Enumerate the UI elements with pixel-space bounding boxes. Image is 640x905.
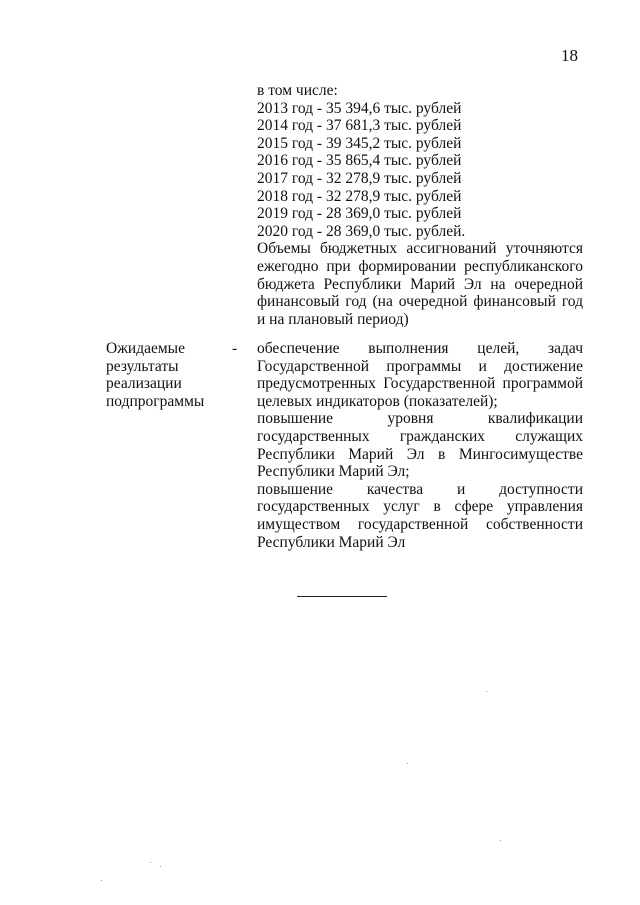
scan-speck (160, 866, 161, 867)
label-dash: - (232, 340, 238, 357)
funding-year-2018: 2018 год - 32 278,9 тыс. рублей (257, 187, 462, 205)
results-label-line: реализации (106, 375, 182, 393)
funding-intro: в том числе: (257, 82, 338, 99)
results-label (106, 340, 216, 410)
results-list (257, 340, 583, 551)
funding-year-2017: 2017 год - 32 278,9 тыс. рублей (257, 169, 462, 187)
results-label-line: Ожидаемые (106, 340, 185, 357)
scan-speck (101, 880, 102, 881)
end-of-section-rule (297, 596, 387, 597)
scan-speck (407, 763, 408, 764)
funding-year-2016: 2016 год - 35 865,4 тыс. рублей (257, 152, 462, 170)
scan-speck (486, 691, 487, 692)
funding-year-2014: 2014 год - 37 681,3 тыс. рублей (257, 117, 462, 135)
scan-speck (500, 840, 501, 841)
results-label-line: результаты (106, 357, 179, 375)
result-item: повышение качества и доступности государственных услуг в сфере управления имуществом государственной собственности Республики Марий Эл (257, 480, 583, 551)
result-item: обеспечение выполнения целей, задач Государственной программы и достижение предусмотренных Государственной программой целевых индикаторов (показателей); (257, 340, 583, 410)
result-item: повышение уровня квалификации государственных гражданских служащих Республики Марий Эл в Мингосимуществе Республики Марий Эл; (257, 410, 583, 481)
funding-year-2015: 2015 год - 39 345,2 тыс. рублей (257, 134, 462, 152)
results-label-line: подпрограммы (106, 392, 205, 410)
funding-year-2020: 2020 год - 28 369,0 тыс. рублей. (257, 222, 466, 240)
funding-breakdown (257, 82, 583, 328)
funding-year-2013: 2013 год - 35 394,6 тыс. рублей (257, 99, 462, 117)
funding-year-2019: 2019 год - 28 369,0 тыс. рублей (257, 205, 462, 223)
funding-note: Объемы бюджетных ассигнований уточняются ежегодно при формировании республиканского бюджета Республики Марий Эл на очередной финансовый год (на очередной финансовый год и на плановый период) (257, 240, 583, 328)
page-number: 18 (561, 46, 578, 65)
scan-speck (150, 862, 151, 863)
